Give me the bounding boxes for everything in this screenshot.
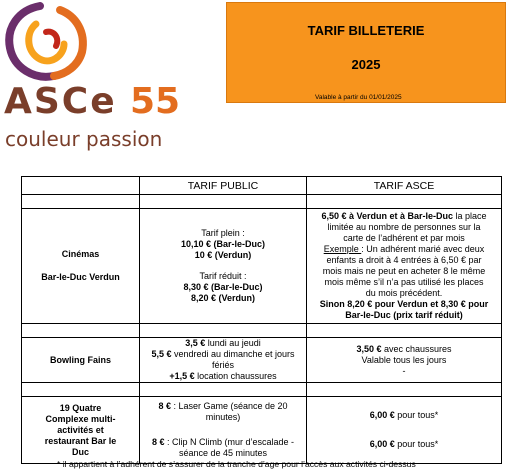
cinema-public-cell: [140, 209, 307, 324]
quatre-laser-bold: 8 €: [158, 401, 171, 411]
cinema-asce-line3: carte de l’adhérent et par mois: [343, 233, 465, 243]
cinema-reduit-label: Tarif réduit :: [199, 271, 247, 281]
cinema-label: Cinémas: [61, 249, 100, 259]
bowling-public-cell: [140, 338, 307, 383]
cinema-label-cell: [22, 209, 140, 324]
cinema-plein-label: Tarif plein :: [201, 228, 245, 238]
cinema-asce-line10: Bar-le-Duc (prix tarif réduit): [345, 310, 463, 320]
logo-swirl-icon: [2, 2, 98, 86]
cinema-plein-2: 10 € (Verdun): [194, 250, 252, 260]
quatre-clip-rest-1: : Clip N Climb (mur d’escalade -: [164, 437, 295, 447]
bowling-public-l1-rest: lundi au jeudi: [205, 338, 261, 348]
spacer-row: [22, 324, 502, 338]
cinema-plein-1: 10,10 € (Bar-le-Duc): [180, 239, 266, 249]
header-empty-cell: [22, 177, 140, 195]
cinema-asce-cell: [307, 209, 502, 324]
cinema-asce-line7: mois même s’il n’a pas utilisé les places: [324, 277, 484, 287]
bowling-asce-l3: -: [402, 365, 406, 376]
header-box: [226, 2, 506, 103]
cinema-asce-example-label: Exemple: [323, 244, 362, 254]
tariff-table: [21, 176, 502, 464]
cinema-asce-line9: Sinon 8,20 € pour Verdun et 8,30 € pour: [319, 299, 489, 309]
page-year: 2025: [351, 57, 381, 72]
page-title: TARIF BILLETERIE: [307, 23, 425, 38]
bowling-asce-l1-bold: 3,50 €: [356, 343, 382, 354]
bowling-asce-l1-rest: avec chaussures: [381, 343, 452, 354]
asce-logo: [0, 0, 230, 170]
quatre-asce-cell: [307, 397, 502, 464]
bowling-public-l2-bold: 5,5 €: [151, 349, 172, 359]
quatre-asce-clip-rest: pour tous*: [394, 439, 439, 449]
cinema-asce-intro-bold: 6,50 € à Verdun et à Bar-le-Duc: [321, 211, 454, 221]
validity-note: Valable à partir du 01/01/2025: [315, 94, 402, 101]
cinema-asce-line5: enfants a droit à 4 entrées à 6,50 € par: [326, 255, 482, 265]
quatre-asce-laser-bold: 6,00 €: [369, 410, 395, 420]
quatre-label-1: 19 Quatre: [59, 402, 102, 413]
logo-tagline: couleur passion: [5, 127, 163, 151]
table-row-cinema: [22, 209, 502, 324]
quatre-label-cell: [22, 397, 140, 464]
quatre-label-5: Duc: [71, 446, 89, 457]
quatre-laser-rest: : Laser Game (séance de 20 minutes): [170, 401, 288, 422]
bowling-asce-cell: [307, 338, 502, 383]
bowling-public-l3-bold: +1,5 €: [169, 371, 195, 381]
cinema-asce-line8: du mois précédent.: [365, 288, 443, 298]
cinema-places: Bar-le-Duc Verdun: [41, 272, 120, 282]
quatre-label-3: activités et: [57, 424, 104, 435]
logo-word: ASCe: [4, 81, 117, 122]
quatre-asce-laser-rest: pour tous*: [394, 410, 439, 420]
cinema-reduit-2: 8,20 € (Verdun): [190, 293, 256, 303]
logo-number: 55: [130, 81, 181, 122]
header-tarif-public: TARIF PUBLIC: [140, 177, 307, 195]
quatre-clip-rest-2: séance de 45 minutes: [178, 448, 268, 458]
cinema-asce-line6: mois mais ne peut en acheter 8 le même: [322, 266, 486, 276]
quatre-asce-clip-bold: 6,00 €: [369, 439, 395, 449]
footnote: * il appartient à l’adhérent de s’assurer de la tranche d’age pour l’accès aux activités ci-dessus: [57, 459, 416, 469]
table-row-quatre: [22, 397, 502, 464]
bowling-public-l2-rest: vendredi au dimanche et jours fériés: [171, 349, 295, 370]
table-row-bowling: [22, 338, 502, 383]
table-header-row: [22, 177, 502, 195]
quatre-label-4: restaurant Bar le: [44, 435, 117, 446]
header-tarif-asce: TARIF ASCE: [307, 177, 502, 195]
quatre-label-2: Complexe multi-: [45, 413, 116, 424]
cinema-asce-example-rest: : Un adhérent marié avec deux: [361, 244, 485, 254]
quatre-public-cell: [140, 397, 307, 464]
quatre-clip-bold: 8 €: [151, 437, 165, 447]
cinema-reduit-1: 8,30 € (Bar-le-Duc): [183, 282, 263, 292]
bowling-public-l1-bold: 3,5 €: [185, 338, 206, 348]
bowling-public-l3-rest: location chaussures: [194, 371, 277, 381]
bowling-asce-l2: Valable tous les jours: [361, 354, 447, 365]
spacer-row: [22, 383, 502, 397]
cinema-asce-intro-rest: la place: [453, 211, 487, 221]
bowling-label: Bowling Fains: [22, 338, 140, 383]
cinema-asce-line2: limitée au nombre de personnes sur la: [327, 222, 481, 232]
spacer-row: [22, 195, 502, 209]
